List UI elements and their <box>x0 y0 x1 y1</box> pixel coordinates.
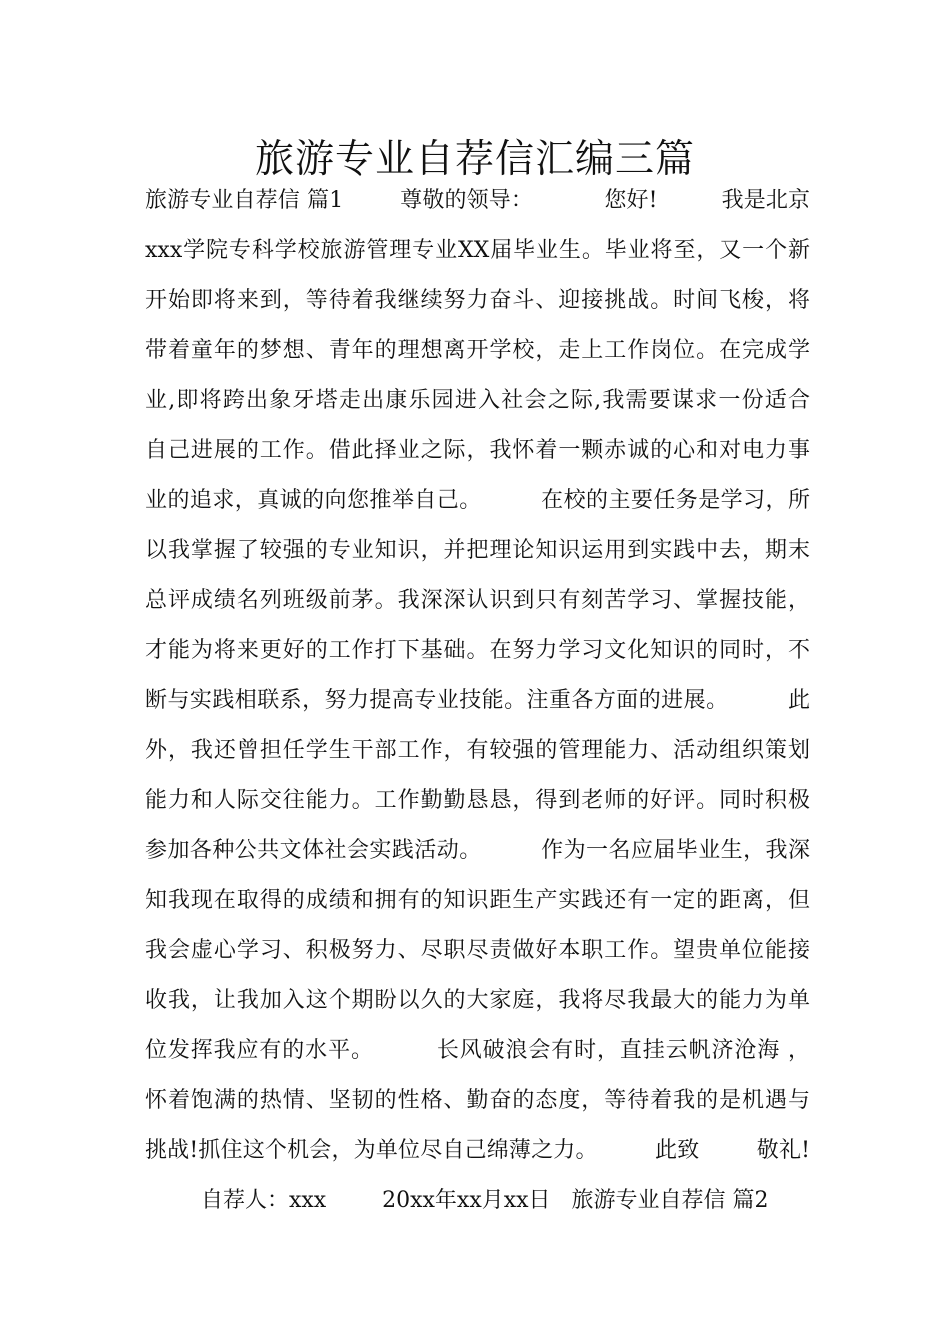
body-line-3: 开始即将来到，等待着我继续努力奋斗、迎接挑战。时间飞梭，将 <box>145 288 810 313</box>
body-line-11: 断与实践相联系，努力提高专业技能。注重各方面的进展。 此 <box>145 688 810 713</box>
body-line-15: 知我现在取得的成绩和拥有的知识距生产实践还有一定的距离，但 <box>145 888 810 913</box>
body-line-14: 参加各种公共文体社会实践活动。 作为一名应届毕业生，我深 <box>145 838 810 863</box>
body-line-6: 自己进展的工作。借此择业之际，我怀着一颗赤诚的心和对电力事 <box>145 438 810 463</box>
body-line-17: 收我，让我加入这个期盼以久的大家庭，我将尽我最大的能力为单 <box>145 988 810 1013</box>
body-line-19: 怀着饱满的热情、坚韧的性格、勤奋的态度，等待着我的是机遇与 <box>145 1088 810 1113</box>
body-line-10: 才能为将来更好的工作打下基础。在努力学习文化知识的同时，不 <box>145 638 810 663</box>
document-title: 旅游专业自荐信汇编三篇 <box>254 137 695 182</box>
body-line-13: 能力和人际交往能力。工作勤勤恳恳，得到老师的好评。同时积极 <box>145 788 810 813</box>
body-line-18: 位发挥我应有的水平。 长风破浪会有时，直挂云帆济沧海 ， <box>145 1038 810 1063</box>
body-line-5: 业,即将跨出象牙塔走出康乐园进入社会之际,我需要谋求一份适合 <box>145 388 810 413</box>
body-line-16: 我会虚心学习、积极努力、尽职尽责做好本职工作。望贵单位能接 <box>145 938 810 963</box>
body-line-20: 挑战!抓住这个机会，为单位尽自己绵薄之力。 此致 敬礼! <box>145 1138 810 1163</box>
body-line-2: xxx学院专科学校旅游管理专业XX届毕业生。毕业将至，又一个新 <box>145 238 810 263</box>
body-line-9: 总评成绩名列班级前茅。我深深认识到只有刻苦学习、掌握技能， <box>145 588 810 613</box>
body-line-7: 业的追求，真诚的向您推举自己。 在校的主要任务是学习，所 <box>145 488 810 513</box>
body-line-1: 旅游专业自荐信 篇1 尊敬的领导： 您好! 我是北京 <box>145 188 810 213</box>
body-line-8: 以我掌握了较强的专业知识，并把理论知识运用到实践中去，期末 <box>145 538 810 563</box>
body-line-21: 自荐人：xxx 20xx年xx月xx日 旅游专业自荐信 篇2 <box>145 1188 769 1213</box>
document-body <box>145 176 810 1226</box>
body-line-12: 外，我还曾担任学生干部工作，有较强的管理能力、活动组织策划 <box>145 738 810 763</box>
body-line-4: 带着童年的梦想、青年的理想离开学校，走上工作岗位。在完成学 <box>145 338 810 363</box>
